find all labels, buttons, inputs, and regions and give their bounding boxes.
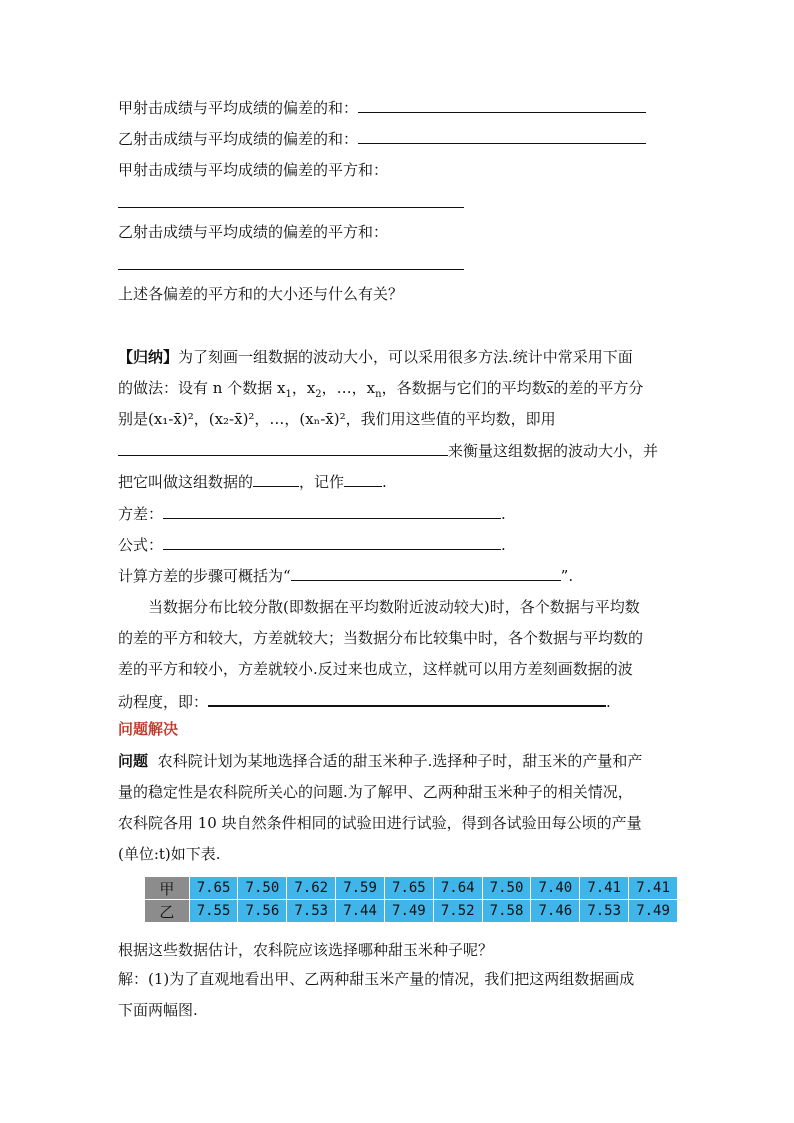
jia-square-sum-blank[interactable] — [118, 207, 464, 208]
dispersion-paragraph-line-1: 当数据分布比较分散(即数据在平均数附近波动较大)时，各个数据与平均数 — [148, 598, 640, 616]
table-cell: 7.41 — [629, 877, 678, 900]
subscript-n: n — [375, 389, 382, 400]
table-cell: 7.58 — [482, 900, 531, 923]
summary-line-2-part-c: ，…，x — [321, 379, 376, 397]
table-cell: 7.55 — [189, 900, 238, 923]
variance-steps-label: 计算方差的步骤可概括为“ — [118, 567, 291, 585]
summary-line-2-part-e: 的差的平方分 — [553, 379, 644, 397]
variance-definition-line — [118, 503, 506, 524]
table-cell: 7.64 — [433, 877, 482, 900]
problem-line-1-text: 农科院计划为某地选择合适的甜玉米种子.选择种子时，甜玉米的产量和产 — [157, 752, 643, 770]
table-cell: 7.50 — [482, 877, 531, 900]
table-cell: 7.40 — [531, 877, 580, 900]
problem-line-2: 量的稳定性是农科院所关心的问题.为了解甲、乙两种甜玉米种子的相关情况， — [118, 783, 633, 801]
yi-deviation-sum-question — [118, 128, 646, 149]
variance-label: 方差： — [118, 505, 164, 523]
table-cell: 7.56 — [238, 900, 287, 923]
square-sum-related-question: 上述各偏差的平方和的大小还与什么有关？ — [118, 285, 404, 303]
table-cell: 7.46 — [531, 900, 580, 923]
variance-steps-close: ”. — [560, 567, 574, 585]
jia-deviation-sum-question — [118, 97, 646, 118]
yi-square-sum-blank[interactable] — [118, 269, 464, 270]
summary-line-5-part-b: ，记作 — [299, 473, 345, 491]
variance-steps-blank[interactable] — [291, 565, 561, 581]
yi-deviation-sum-label: 乙射击成绩与平均成绩的偏差的和： — [118, 130, 359, 148]
summary-line-3: 别是(x₁-x̄)²，(x₂-x̄)²，…，(xₙ-x̄)²，我们用这些值的平均数，即用 — [118, 410, 556, 428]
solution-line-1: 解：(1)为了直观地看出甲、乙两种甜玉米产量的情况，我们把这两组数据画成 — [118, 970, 635, 988]
subscript-1: 1 — [285, 389, 292, 400]
summary-line-5-part-a: 把它叫做这组数据的 — [118, 473, 254, 491]
dispersion-paragraph-line-2: 的差的平方和较大，方差就较大；当数据分布比较集中时，各个数据与平均数的 — [118, 629, 644, 647]
formula-label: 公式： — [118, 536, 164, 554]
jia-deviation-sum-label: 甲射击成绩与平均成绩的偏差的和： — [118, 99, 359, 117]
problem-label: 问题 — [118, 752, 149, 770]
summary-line-2-part-b: ，x — [291, 379, 316, 397]
summary-heading: 【归纳】 — [118, 348, 179, 366]
measure-formula-blank[interactable] — [118, 440, 448, 456]
yi-deviation-sum-blank[interactable] — [358, 128, 646, 144]
mean-symbol: $\overline{x}$ — [546, 382, 554, 396]
yi-square-sum-label: 乙射击成绩与平均成绩的偏差的平方和： — [118, 223, 389, 241]
solution-line-2: 下面两幅图. — [118, 1001, 198, 1019]
summary-line-4-text: 来衡量这组数据的波动大小，并 — [448, 442, 659, 460]
dispersion-paragraph-line-3: 差的平方和较小，方差就较小.反过来也成立，这样就可以用方差刻画数据的波 — [118, 660, 633, 678]
formula-line — [118, 534, 506, 555]
table-cell: 7.49 — [629, 900, 678, 923]
dispersion-conclusion-blank[interactable] — [208, 690, 606, 707]
row-header: 乙 — [145, 900, 190, 923]
variance-period: . — [501, 505, 506, 523]
table-cell: 7.50 — [238, 877, 287, 900]
table-cell: 7.65 — [189, 877, 238, 900]
table-cell: 7.53 — [287, 900, 336, 923]
formula-period: . — [501, 536, 506, 554]
problem-line-4: (单位:t)如下表. — [118, 845, 221, 863]
table-row — [145, 877, 678, 900]
summary-line-1 — [118, 347, 633, 367]
dispersion-paragraph-line-4-text: 动程度，即： — [118, 693, 209, 711]
formula-blank[interactable] — [163, 534, 501, 550]
summary-line-2-part-a: 的做法：设有 n 个数据 x — [118, 379, 286, 397]
problem-line-1 — [118, 751, 642, 771]
question-line: 根据这些数据估计，农科院应该选择哪种甜玉米种子呢？ — [118, 941, 494, 959]
row-header: 甲 — [145, 877, 190, 900]
section-title: 问题解决 — [118, 720, 179, 738]
dispersion-paragraph-line-4 — [118, 690, 611, 712]
variance-definition-blank[interactable] — [163, 503, 501, 519]
summary-line-5-period: . — [382, 473, 387, 491]
summary-line-5 — [118, 471, 387, 492]
problem-line-3: 农科院各用 10 块自然条件相同的试验田进行试验，得到各试验田每公顷的产量 — [118, 814, 642, 832]
table-row — [145, 900, 678, 923]
corn-yield-table — [144, 876, 678, 923]
summary-line-1-text: 为了刻画一组数据的波动大小，可以采用很多方法.统计中常采用下面 — [178, 348, 633, 366]
summary-line-2-part-d: ，各数据与它们的平均数 — [381, 379, 547, 397]
table-cell: 7.52 — [433, 900, 482, 923]
subscript-2: 2 — [315, 389, 322, 400]
table-cell: 7.62 — [287, 877, 336, 900]
dispersion-paragraph-period: . — [606, 693, 611, 711]
jia-square-sum-label: 甲射击成绩与平均成绩的偏差的平方和： — [118, 161, 389, 179]
table-cell: 7.65 — [384, 877, 433, 900]
jia-deviation-sum-blank[interactable] — [358, 97, 646, 113]
summary-line-4 — [118, 440, 658, 461]
variance-symbol-blank[interactable] — [344, 471, 382, 487]
summary-line-2 — [118, 378, 643, 405]
variance-steps-line — [118, 565, 573, 586]
table-cell: 7.41 — [580, 877, 629, 900]
variance-name-blank[interactable] — [253, 471, 299, 487]
table-cell: 7.53 — [580, 900, 629, 923]
table-cell: 7.44 — [336, 900, 385, 923]
table-cell: 7.59 — [336, 877, 385, 900]
table-cell: 7.49 — [384, 900, 433, 923]
